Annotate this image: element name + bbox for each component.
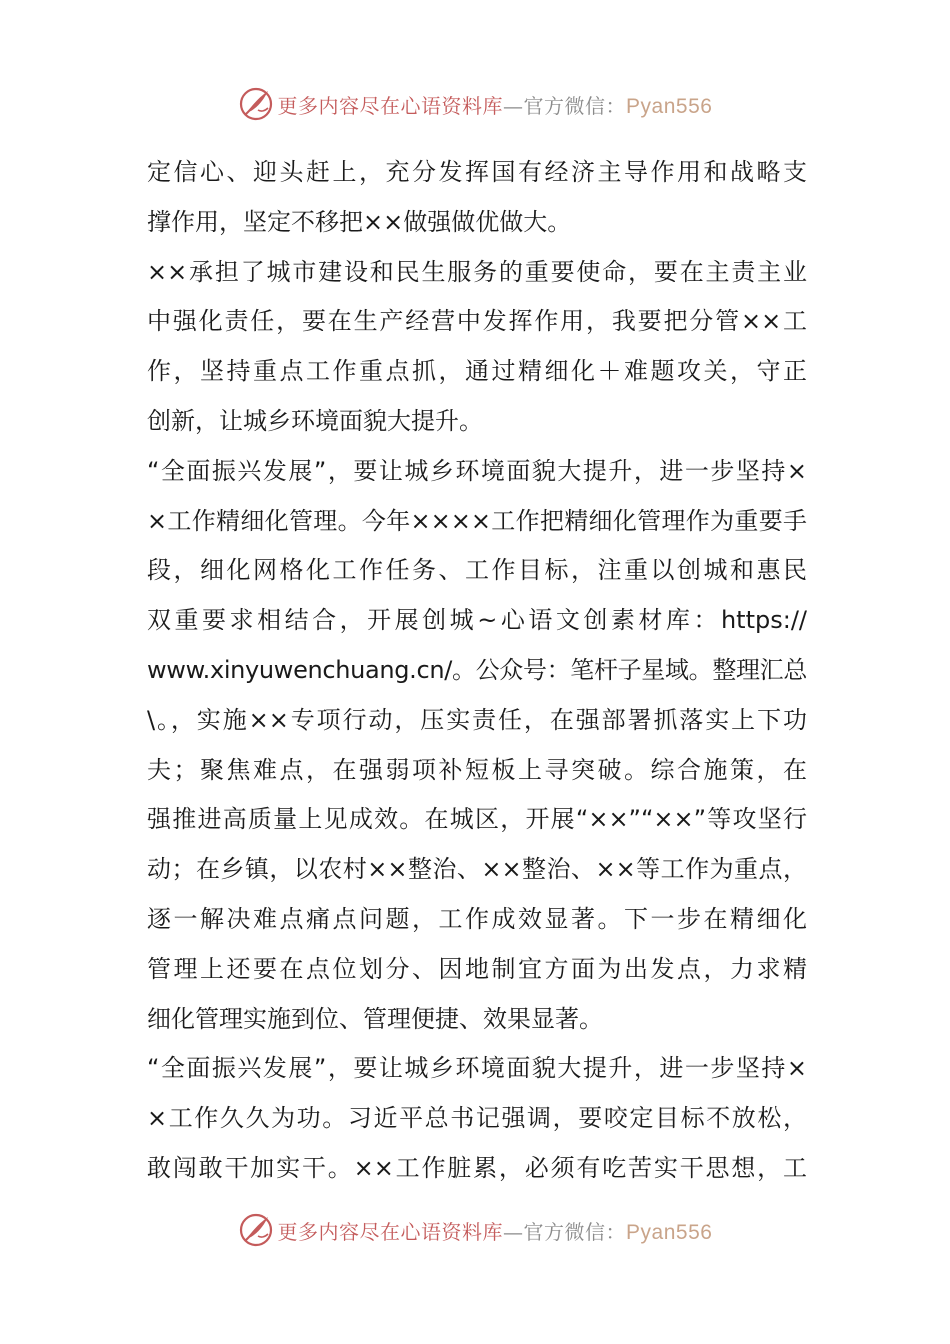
body-line: 逐一解决难点痛点问题，工作成效显著。下一步在精细化 (147, 904, 807, 933)
banner-label: 官方微信： (523, 93, 627, 118)
banner-title: 更多内容尽在心语资料库 (277, 1219, 504, 1244)
body-line: 敢闯敢干加实干。××工作脏累，必须有吃苦实干思想，工 (147, 1153, 807, 1182)
body-line: 定信心、迎头赶上，充分发挥国有经济主导作用和战略支 (147, 158, 807, 186)
body-line: 作，坚持重点工作重点抓，通过精细化＋难题攻关，守正 (147, 357, 807, 386)
banner-wechat-id: Pyan556 (626, 94, 713, 118)
quill-logo-icon (238, 1212, 274, 1248)
body-line: 段，细化网格化工作任务、工作目标，注重以创城和惠民 (147, 556, 807, 585)
body-line: 管理上还要在点位划分、因地制宜方面为出发点，力求精 (147, 954, 807, 983)
body-line: ×工作精细化管理。今年××××工作把精细化管理作为重要手 (147, 506, 807, 535)
banner-text (278, 1216, 713, 1245)
body-line: 中强化责任，要在生产经营中发挥作用，我要把分管××工 (147, 307, 807, 336)
banner-dash: — (503, 93, 524, 118)
header-banner (0, 82, 950, 126)
body-text (147, 148, 807, 1194)
banner-wechat-id: Pyan556 (626, 1220, 713, 1244)
banner-title: 更多内容尽在心语资料库 (277, 93, 504, 118)
quill-logo-icon (238, 86, 274, 122)
body-line: www.xinyuwenchuang.cn/。公众号：笔杆子星域。整理汇总 (147, 655, 807, 684)
body-line: “全面振兴发展”，要让城乡环境面貌大提升，进一步坚持× (147, 456, 807, 485)
body-line: 强推进高质量上见成效。在城区，开展“××”“××”等攻坚行 (147, 805, 807, 834)
body-line: \。，实施××专项行动，压实责任，在强部署抓落实上下功 (147, 705, 807, 734)
banner-dash: — (503, 1219, 524, 1244)
body-line: ××承担了城市建设和民生服务的重要使命，要在主责主业 (147, 257, 807, 286)
banner-label: 官方微信： (523, 1219, 627, 1244)
banner-text (278, 90, 713, 119)
body-line: 夫；聚焦难点，在强弱项补短板上寻突破。综合施策，在 (147, 755, 807, 784)
body-line: 撑作用，坚定不移把××做强做优做大。 (147, 207, 572, 236)
body-line: “全面振兴发展”，要让城乡环境面貌大提升，进一步坚持× (147, 1054, 807, 1083)
body-line: 双重要求相结合，开展创城~心语文创素材库：https:// (147, 606, 807, 635)
body-line: 细化管理实施到位、管理便捷、效果显著。 (147, 1004, 603, 1033)
footer-banner (0, 1208, 950, 1252)
body-line: 创新，让城乡环境面貌大提升。 (147, 406, 483, 435)
body-line: ×工作久久为功。习近平总书记强调，要咬定目标不放松， (147, 1104, 807, 1133)
body-line: 动；在乡镇，以农村××整治、××整治、××等工作为重点， (147, 855, 807, 884)
